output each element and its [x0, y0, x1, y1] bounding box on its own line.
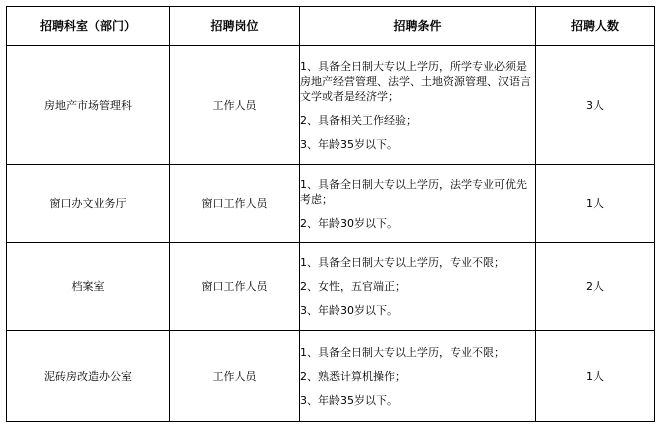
department-cell: 窗口办文业务厅: [7, 165, 170, 243]
position-cell: 窗口工作人员: [170, 243, 300, 331]
header-row: [7, 7, 655, 46]
condition-item: 2、具备相关工作经验；: [300, 113, 417, 127]
conditions-cell: [300, 331, 536, 422]
department-cell: 泥砖房改造办公室: [7, 331, 170, 422]
table-row: [7, 46, 655, 165]
position-cell: 窗口工作人员: [170, 165, 300, 243]
recruitment-table: [6, 6, 655, 422]
condition-item: 2、年龄30岁以下。: [300, 216, 398, 230]
position-cell: 工作人员: [170, 331, 300, 422]
condition-item: 1、具备全日制大专以上学历，法学专业可优先考虑；: [300, 177, 527, 206]
department-cell: 档案室: [7, 243, 170, 331]
count-cell: 3人: [536, 46, 655, 165]
count-cell: 1人: [536, 331, 655, 422]
condition-item: 1、具备全日制大专以上学历，专业不限；: [300, 345, 505, 359]
count-cell: 2人: [536, 243, 655, 331]
condition-item: 1、具备全日制大专以上学历，所学专业必须是房地产经营管理、法学、土地资源管理、汉语言文学或者是经济学；: [300, 59, 531, 103]
condition-item: 3、年龄30岁以下。: [300, 304, 398, 317]
header-conditions: 招聘条件: [300, 7, 536, 46]
department-cell: 房地产市场管理科: [7, 46, 170, 165]
condition-item: 1、具备全日制大专以上学历，专业不限；: [300, 256, 505, 269]
table-row: [7, 331, 655, 422]
header-count: 招聘人数: [536, 7, 655, 46]
condition-item: 2、熟悉计算机操作；: [300, 369, 406, 383]
header-department: 招聘科室（部门）: [7, 7, 170, 46]
condition-item: 3、年龄35岁以下。: [300, 137, 398, 151]
conditions-cell: [300, 243, 536, 331]
condition-item: 2、女性，五官端正；: [300, 280, 406, 293]
count-cell: 1人: [536, 165, 655, 243]
position-cell: 工作人员: [170, 46, 300, 165]
header-position: 招聘岗位: [170, 7, 300, 46]
table-row: [7, 165, 655, 243]
condition-item: 3、年龄35岁以下。: [300, 393, 398, 407]
conditions-cell: [300, 46, 536, 165]
conditions-cell: [300, 165, 536, 243]
table-row: [7, 243, 655, 331]
